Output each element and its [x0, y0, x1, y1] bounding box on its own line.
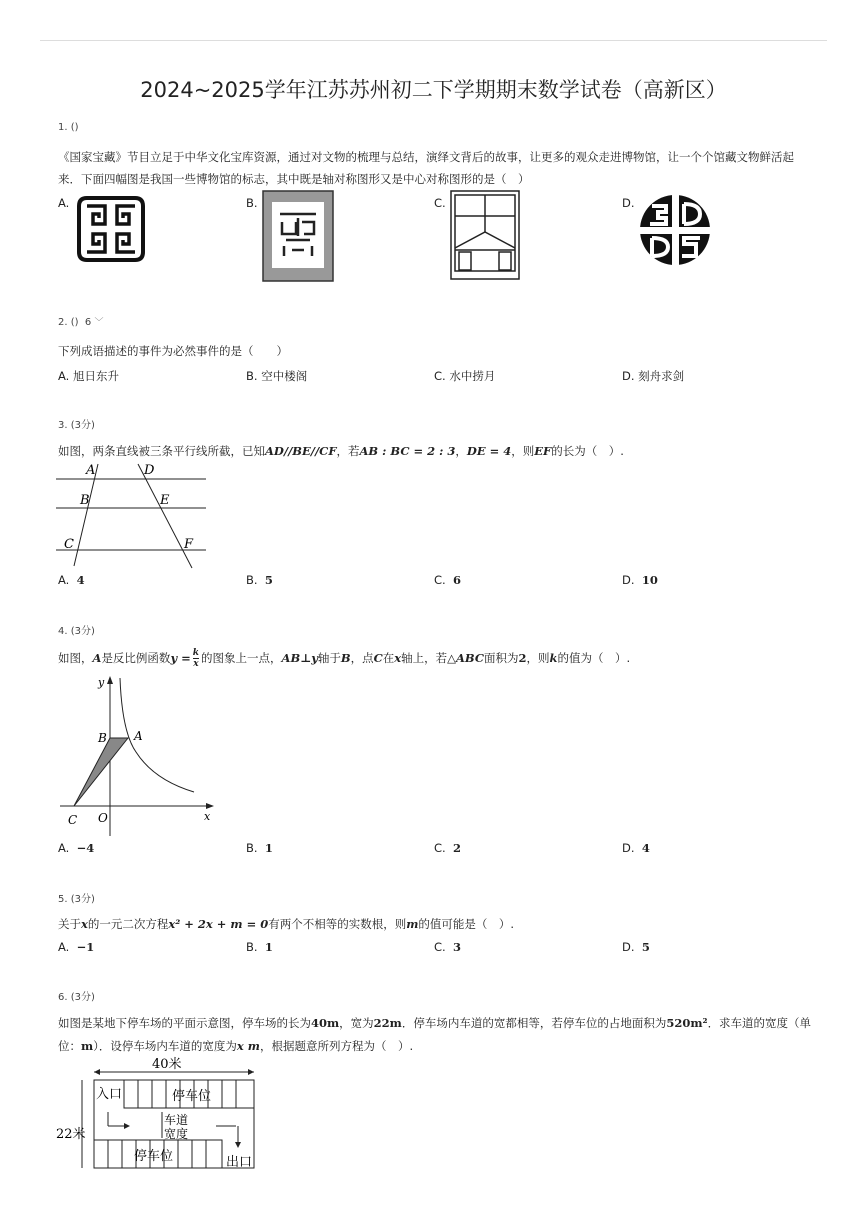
- q1-option-c-label[interactable]: C.: [434, 196, 446, 210]
- label-e: E: [160, 493, 170, 508]
- question-1-header: 1. (): [58, 122, 79, 133]
- label-parking-top: 停车位: [172, 1089, 212, 1104]
- question-2-header: 2. () 6 ﹀: [58, 317, 104, 328]
- question-4-text: 如图，A是反比例函数y = $\frac{k}{x}$ 的图象上一点，AB⊥y轴于B，点C在x轴上，若△ABC面积为2，则k的值为（ ）.: [58, 648, 631, 669]
- label-a: A: [86, 463, 96, 478]
- label-entrance: 入口: [96, 1087, 123, 1102]
- q5-option-b[interactable]: B. 1: [246, 940, 273, 954]
- label-c: C: [64, 537, 74, 552]
- question-5-text: 关于x的一元二次方程x² + 2x + m = 0有两个不相等的实数根，则m的值可能是（ ）.: [58, 917, 515, 931]
- label-b: B: [80, 493, 90, 508]
- label-d: D: [144, 463, 155, 478]
- score-hint: 6: [84, 317, 92, 328]
- q4-option-b[interactable]: B. 1: [246, 841, 273, 855]
- q3-option-c[interactable]: C. 6: [434, 573, 462, 587]
- label-x: x: [204, 810, 211, 823]
- q3-option-a[interactable]: A. 4: [58, 573, 85, 587]
- q1-option-a-label[interactable]: A.: [58, 196, 70, 210]
- question-3-text: 如图，两条直线被三条平行线所截，已知AD//BE//CF，若AB : BC = 2 : 3，DE = 4，则EF的长为（ ）.: [58, 444, 624, 458]
- question-2-text: 下列成语描述的事件为必然事件的是（ ）: [58, 344, 288, 358]
- q4-option-a[interactable]: A. −4: [58, 841, 95, 855]
- q2-option-d[interactable]: D. 刻舟求剑: [622, 369, 685, 383]
- question-5-header: 5. (3分): [58, 894, 95, 905]
- question-1-text-line2: 来．下面四幅图是我国一些博物馆的标志，其中既是轴对称图形又是中心对称图形的是（ ）: [58, 172, 530, 186]
- label-height: 22米: [56, 1127, 86, 1142]
- q4-option-d[interactable]: D. 4: [622, 841, 650, 855]
- label-a: A: [134, 729, 143, 743]
- parallel-lines-figure: [56, 462, 208, 570]
- question-4-header: 4. (3分): [58, 626, 95, 637]
- inverse-function-figure: [56, 672, 216, 838]
- label-exit: 出口: [226, 1155, 253, 1170]
- label-width: 40米: [152, 1057, 182, 1072]
- top-divider: [40, 40, 827, 41]
- question-6-text-line2: 位：m）．设停车场内车道的宽度为x m，根据题意所列方程为（ ）.: [58, 1039, 414, 1053]
- q2-option-c[interactable]: C. 水中捞月: [434, 369, 496, 383]
- label-o: O: [98, 811, 108, 825]
- label-c: C: [68, 813, 78, 827]
- museum-logo-c-image: [450, 190, 520, 280]
- q5-option-a[interactable]: A. −1: [58, 940, 95, 954]
- chevron-down-icon[interactable]: ﹀: [94, 318, 104, 328]
- q1-option-d-label[interactable]: D.: [622, 196, 635, 210]
- q2-option-b[interactable]: B. 空中楼阁: [246, 369, 308, 383]
- q4-option-c[interactable]: C. 2: [434, 841, 462, 855]
- label-parking-bottom: 停车位: [134, 1149, 174, 1164]
- question-3-header: 3. (3分): [58, 420, 95, 431]
- label-y: y: [98, 676, 105, 689]
- q5-option-d[interactable]: D. 5: [622, 940, 650, 954]
- museum-logo-a-image: [73, 192, 149, 266]
- museum-logo-d-image: [638, 190, 712, 270]
- q2-option-a[interactable]: A. 旭日东升: [58, 369, 119, 383]
- question-1-text-line1: 《国家宝藏》节目立足于中华文化宝库资源，通过对文物的梳理与总结，演绎文背后的故事，让更多的观众走进博物馆，让一个个馆藏文物鲜活起: [58, 150, 794, 164]
- q3-option-b[interactable]: B. 5: [246, 573, 273, 587]
- question-6-text-line1: 如图是某地下停车场的平面示意图，停车场的长为40m，宽为22m．停车场内车道的宽都相等，若停车位的占地面积为520m²．求车道的宽度（单: [58, 1016, 812, 1030]
- museum-logo-b-image: [262, 190, 334, 282]
- label-f: F: [184, 537, 194, 552]
- page-title: 2024~2025学年江苏苏州初二下学期期末数学试卷（高新区）: [140, 78, 727, 102]
- question-6-header: 6. (3分): [58, 992, 95, 1003]
- label-lane: 车道: [164, 1113, 189, 1127]
- q5-option-c[interactable]: C. 3: [434, 940, 462, 954]
- label-b: B: [98, 731, 107, 745]
- q1-option-b-label[interactable]: B.: [246, 196, 258, 210]
- q3-option-d[interactable]: D. 10: [622, 573, 658, 587]
- label-lane-width: 宽度: [164, 1127, 189, 1141]
- parking-lot-figure: [56, 1056, 260, 1172]
